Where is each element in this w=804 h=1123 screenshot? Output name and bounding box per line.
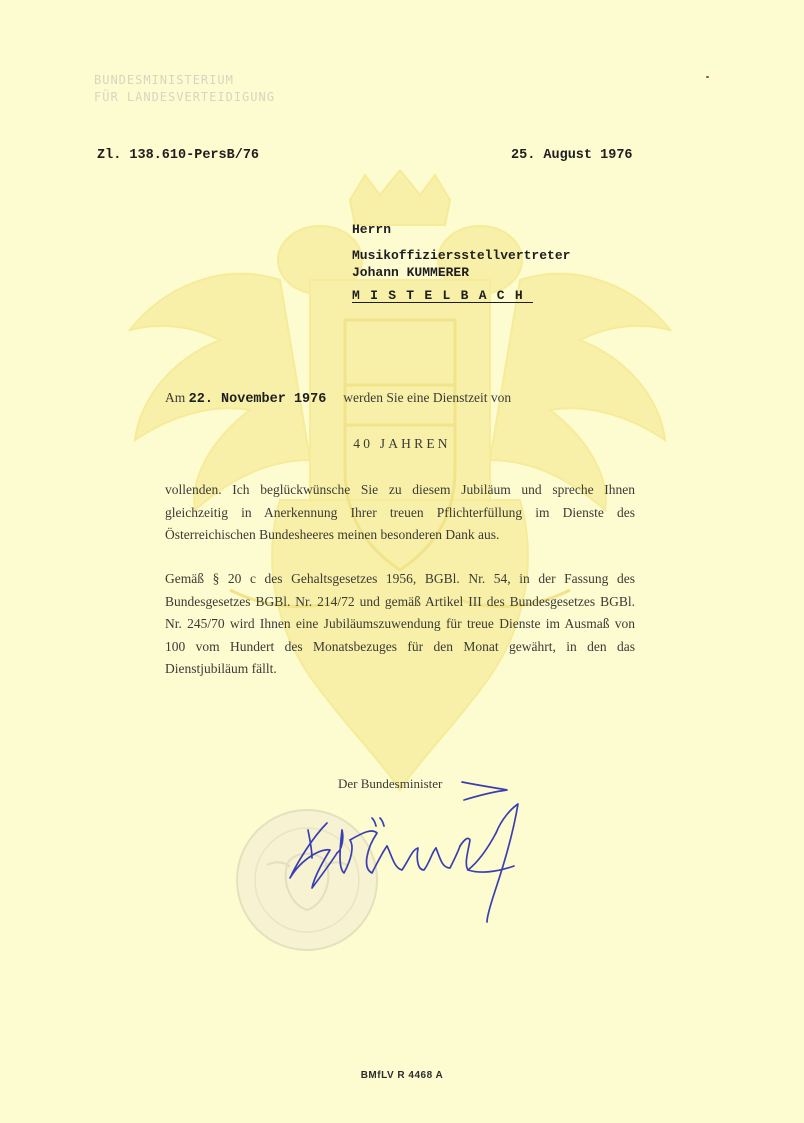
form-code: BMfLV R 4468 A [360,1070,444,1081]
recipient-address [352,221,570,304]
recipient-name: Johann KUMMERER [352,265,470,280]
recipient-rank: Musikoffiziersstellvertreter [352,248,571,263]
am-suffix: werden Sie eine Dienstzeit von [343,390,512,405]
stamp-line: FÜR LANDESVERTEIDIGUNG [94,90,275,104]
service-date-line [165,390,511,407]
handwritten-signature-icon [282,778,542,928]
signer-title: Der Bundesminister [338,776,443,791]
service-date: 22. November 1976 [188,392,327,407]
stamp-line: BUNDESMINISTERIUM [94,73,234,87]
paragraph-congratulation: vollenden. Ich beglückwünsche Sie zu diesem Jubiläum und spreche Ihnen gleichzeitig in Anerkennung Ihrer treuen Pflichterfüllung im Dienste des Österreichischen Bundesheeres meinen besonderen Dank aus. [165,482,635,542]
am-prefix: Am [165,390,186,405]
paper-speck [706,76,709,78]
ministry-stamp [94,72,284,112]
paragraph-legal-basis: Gemäß § 20 c des Gehaltsgesetzes 1956, BGBl. Nr. 54, in der Fassung des Bundesgesetzes BGBl. Nr. 214/72 und gemäß Artikel III des Bundesgesetzes BGBl. Nr. 245/70 wird Ihnen eine Jubiläumszuwendung für treue Dienste im Ausmaß von 100 vom Hundert des Monatsbezuges für den Monat gewährt, in den das Dienstjubiläum fällt. [165,571,635,676]
salutation: Herrn [352,222,392,237]
letter-date: 25. August 1976 [511,148,633,163]
reference-number: Zl. 138.610-PersB/76 [97,148,260,163]
recipient-city: MISTELBACH [352,288,534,303]
service-years: 40 JAHREN [353,436,451,451]
